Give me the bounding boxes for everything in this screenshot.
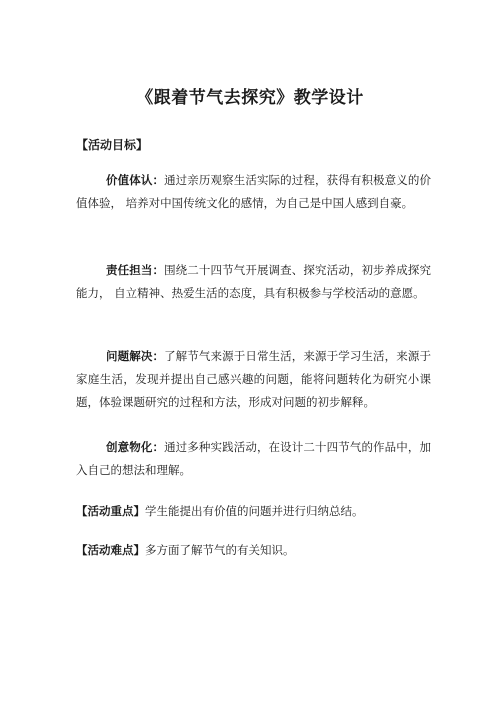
key-point-line <box>76 502 436 520</box>
difficulty-label: 【活动难点】 <box>76 543 145 557</box>
goal-paragraph-problem-solving <box>76 345 431 414</box>
goals-heading: 【活动目标】 <box>76 138 149 152</box>
key-point-text: 学生能提出有价值的问题并进行归纳总结。 <box>145 504 364 518</box>
goal-text: 了解节气来源于日常生活，来源于学习生活，来源于家庭生活，发现并提出自己感兴趣的问题，能将问题转化为研究小课题，体验课题研究的过程和方法，形成对问题的初步解释。 <box>76 349 432 409</box>
goal-paragraph-creativity <box>76 436 431 482</box>
key-point-label: 【活动重点】 <box>76 504 145 518</box>
goal-label: 创意物化： <box>106 440 165 454</box>
goal-text: 通过亲历观察生活实际的过程，获得有积极意义的价值体验， 培养对中国传统文化的感情，为自己是中国人感到自豪。 <box>76 173 432 210</box>
goal-label: 价值体认： <box>106 173 165 187</box>
goal-text: 通过多种实践活动，在设计二十四节气的作品中，加入自己的想法和理解。 <box>76 440 432 477</box>
difficulty-line <box>76 541 436 559</box>
goal-text: 围绕二十四节气开展调查、探究活动，初步养成探究能力， 自立精神、热爱生活的态度，具有积极参与学校活动的意愿。 <box>76 263 432 300</box>
goal-label: 问题解决： <box>106 349 165 363</box>
goal-paragraph-responsibility <box>76 259 431 305</box>
goal-label: 责任担当： <box>106 263 165 277</box>
goal-paragraph-value <box>76 169 431 215</box>
page-title: 《跟着节气去探究》教学设计 <box>136 88 364 108</box>
difficulty-text: 多方面了解节气的有关知识。 <box>145 543 295 557</box>
